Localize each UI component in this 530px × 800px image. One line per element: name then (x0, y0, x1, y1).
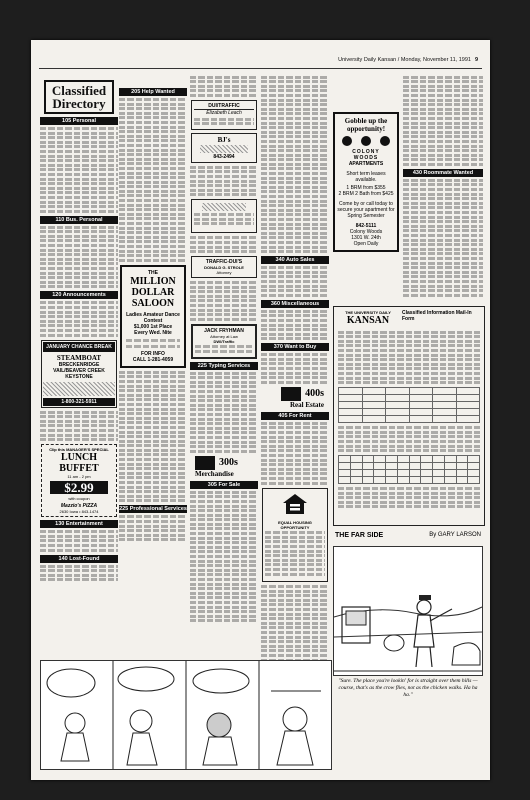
remodeling-ad (191, 199, 257, 233)
bjs-ad: BJ's 843-2494 (191, 133, 257, 163)
comic-strip (40, 660, 332, 770)
colony-woods-ad: Gobble up the opportunity! COLONY WOODS APARTMENTS Short term leases available. 1 BRM from $355 2 BRM 2 Bath from $425 Come by or call today to secure your apartment for Spring Semester 842-5111 Colony Woods 1301 W. 24th Open Daily (333, 112, 399, 252)
equal-housing-icon (282, 493, 308, 515)
section-help-wanted: 205 Help Wanted (119, 88, 187, 96)
kansan-logo: KANSAN (346, 315, 390, 326)
header-rule (39, 68, 482, 69)
column-2 (119, 74, 187, 660)
farside-caption: "Sure. The place you're lookin' for is straight over them hills — course, that's as the crow flies, not as the chicken walks. Ha ha ha." (338, 678, 478, 698)
turkey-icons (337, 136, 395, 146)
page-number: 9 (474, 57, 478, 63)
page-header (31, 40, 490, 70)
column-3 (190, 74, 258, 660)
farside-cartoon (333, 546, 483, 676)
section-professional-services: 225 Professional Services (119, 506, 187, 513)
comic-strip-drawing (41, 661, 331, 769)
steamboat-phone: 1-800-321-5911 (43, 398, 115, 406)
equal-housing-ad: EQUAL HOUSING OPPORTUNITY (262, 488, 328, 583)
section-for-sale: 305 For Sale (190, 481, 258, 489)
farside-header: THE FAR SIDE By GARY LARSON (335, 532, 481, 539)
section-for-rent: 405 For Rent (261, 412, 329, 420)
merchandise-header: 300s Merchandise (195, 457, 238, 478)
classified-directory-title: Classified Directory (44, 80, 114, 114)
fryhman-attorney-ad: JACK FRYHMAN Attorney at Law DWI/Traffic (191, 324, 257, 359)
real-estate-header: 400s Real Estate (262, 387, 328, 409)
column-5 (332, 74, 400, 320)
section-announcements: 120 Announcements (40, 291, 118, 299)
section-roommate-wanted: 430 Roommate Wanted (403, 169, 483, 177)
section-business-personal: 110 Bus. Personal (40, 216, 118, 224)
column-6 (403, 74, 483, 320)
section-miscellaneous: 360 Miscellaneous (261, 300, 329, 308)
lunch-buffet-coupon: Clip this MANAGER'S SPECIAL LUNCH BUFFET 11 am - 2 pm $2.99 with coupon Mazzio's PIZZA 2630 Iowa • 843-1474 (41, 444, 117, 517)
rate-table (338, 387, 480, 423)
section-entertainment: 130 Entertainment (40, 520, 118, 528)
column-4 (261, 74, 329, 660)
newspaper-page (31, 40, 490, 780)
section-personal: 105 Personal (40, 117, 118, 125)
dateline: University Daily Kansan / Monday, November 11, 1991 9 (338, 57, 478, 63)
steamboat-ad: JANUARY CHANCE BREAK STEAMBOAT BRECKENRIDGE VAIL/BEAVER CREEK KEYSTONE 1-800-321-5911 (41, 340, 117, 408)
dui-traffic-ad: DUI/TRAFFIC Elizabeth Leach (191, 100, 257, 130)
section-want-to-buy: 370 Want to Buy (261, 343, 329, 351)
kansan-mail-in-form: THE UNIVERSITY DAILY KANSAN Classified Information Mail-In Form (333, 306, 485, 526)
traffic-dui-ad: TRAFFIC-DUI'S DONALD G. STROLE Attorney (191, 256, 257, 278)
section-typing-services: 225 Typing Services (190, 362, 258, 370)
coupon-price: $2.99 (50, 481, 108, 494)
ad-wording-grid (338, 455, 480, 484)
section-auto-sales: 340 Auto Sales (261, 256, 329, 264)
mazzios-logo: Mazzio's PIZZA (60, 503, 98, 510)
million-dollar-saloon-ad: THE MILLION DOLLAR SALOON Ladies Amateur Dance Contest $1,000 1st Place Every Wed. Nite FOR INFO CALL 1-281-4059 (120, 265, 186, 368)
farside-drawing (334, 547, 482, 675)
section-lost-found: 140 Lost-Found (40, 555, 118, 563)
